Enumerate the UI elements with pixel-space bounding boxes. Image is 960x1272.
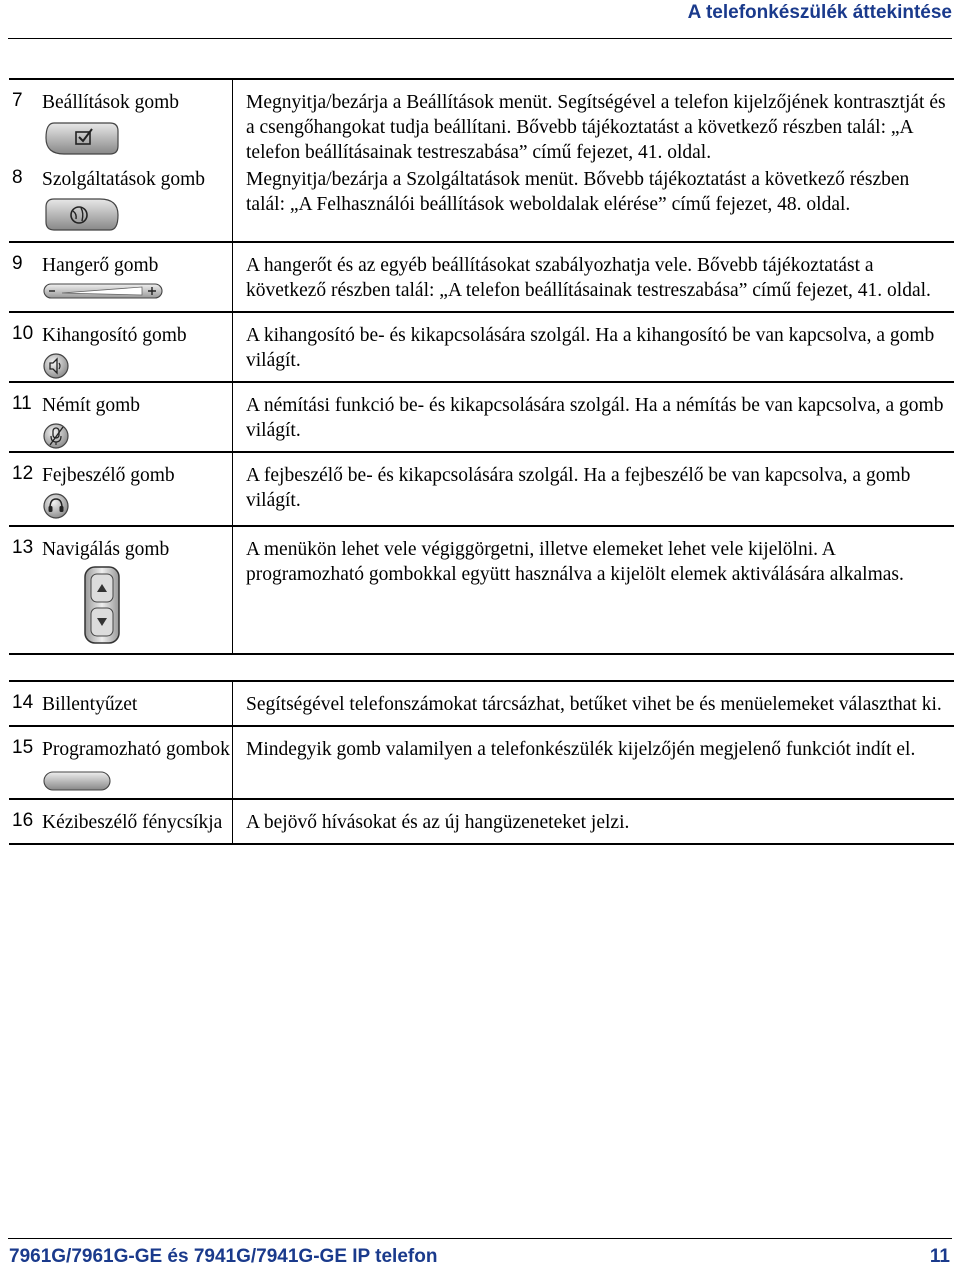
footer-product-name: 7961G/7961G-GE és 7941G/7941G-GE IP telefon bbox=[9, 1246, 438, 1267]
table-row bbox=[9, 726, 954, 799]
button-description: Segítségével telefonszámokat tárcsázhat, betűket vihet be és menüelemeket választhat ki. bbox=[246, 694, 942, 715]
button-description: A kihangosító be- és kikapcsolására szolgál. Ha a kihangosító be van kapcsolva, a gomb világít. bbox=[246, 325, 935, 371]
row-number: 12 bbox=[12, 463, 34, 484]
button-name: Kézibeszélő fénycsíkja bbox=[42, 812, 223, 833]
row-number: 9 bbox=[12, 253, 23, 274]
headset-icon bbox=[42, 491, 72, 521]
button-description: A bejövő hívásokat és az új hangüzeneteket jelzi. bbox=[246, 812, 630, 833]
services-globe-icon bbox=[42, 195, 122, 235]
row-number: 8 bbox=[12, 167, 23, 188]
header-divider bbox=[8, 38, 952, 39]
navigation-rocker-icon bbox=[82, 565, 122, 645]
button-description: Megnyitja/bezárja a Szolgáltatások menüt. Bővebb tájékoztatást a következő részben talál: „A Felhasználói beállítások weboldalak elérése” című fejezet, 48. oldal. bbox=[246, 169, 910, 215]
button-name: Némít gomb bbox=[42, 395, 141, 416]
table-row bbox=[9, 382, 954, 452]
button-description: A némítási funkció be- és kikapcsolására szolgál. Ha a némítás be van kapcsolva, a gomb világít. bbox=[246, 395, 944, 441]
button-name: Hangerő gomb bbox=[42, 255, 159, 276]
page-number: 11 bbox=[929, 1246, 950, 1267]
softkey-icon bbox=[42, 770, 112, 792]
button-description: Megnyitja/bezárja a Beállítások menüt. Segítségével a telefon kijelzőjének kontrasztját és a csengőhangokat tudja beállítani. Bővebb tájékoztatást a következő részben talál: „A telefon beállításainak testreszabása” című fejezet, 41. oldal. bbox=[246, 92, 946, 163]
button-description: Mindegyik gomb valamilyen a telefonkészülék kijelzőjén megjelenő funkciót indít el. bbox=[246, 739, 916, 760]
table-row bbox=[9, 242, 954, 312]
row-number: 13 bbox=[12, 537, 34, 558]
table-row bbox=[9, 165, 954, 242]
row-number: 16 bbox=[12, 810, 34, 831]
table-row bbox=[9, 79, 954, 165]
table-row bbox=[9, 526, 954, 654]
table-row bbox=[9, 312, 954, 382]
button-description: A fejbeszélő be- és kikapcsolására szolgál. Ha a fejbeszélő be van kapcsolva, a gomb világít. bbox=[246, 465, 911, 511]
button-name: Billentyűzet bbox=[42, 694, 138, 715]
footer-divider bbox=[8, 1238, 952, 1239]
button-name: Beállítások gomb bbox=[42, 92, 180, 113]
page-header-title: A telefonkészülék áttekintése bbox=[687, 2, 952, 23]
button-name: Navigálás gomb bbox=[42, 539, 170, 560]
button-description: A menükön lehet vele végiggörgetni, illetve elemeket lehet vele kijelölni. A programozható gombokkal együtt használva a kijelölt elemek aktiválására alkalmas. bbox=[246, 539, 904, 585]
volume-bar-icon bbox=[42, 281, 164, 301]
row-number: 15 bbox=[12, 737, 34, 758]
button-name: Szolgáltatások gomb bbox=[42, 169, 206, 190]
table-row bbox=[9, 681, 954, 726]
row-number: 7 bbox=[12, 90, 23, 111]
button-description: A hangerőt és az egyéb beállításokat szabályozhatja vele. Bővebb tájékoztatást a következő részben talál: „A telefon beállításainak testreszabása” című fejezet, 41. oldal. bbox=[246, 255, 931, 301]
row-number: 11 bbox=[12, 393, 32, 414]
button-reference-table bbox=[9, 78, 954, 845]
button-name: Fejbeszélő gomb bbox=[42, 465, 175, 486]
speaker-icon bbox=[42, 351, 72, 381]
row-number: 10 bbox=[12, 323, 34, 344]
table-row bbox=[9, 799, 954, 844]
settings-key-icon bbox=[42, 118, 122, 158]
mute-icon bbox=[42, 421, 72, 451]
button-name: Kihangosító gomb bbox=[42, 325, 187, 346]
table-row bbox=[9, 452, 954, 526]
button-name: Programozható gombok bbox=[42, 739, 230, 760]
row-number: 14 bbox=[12, 692, 34, 713]
